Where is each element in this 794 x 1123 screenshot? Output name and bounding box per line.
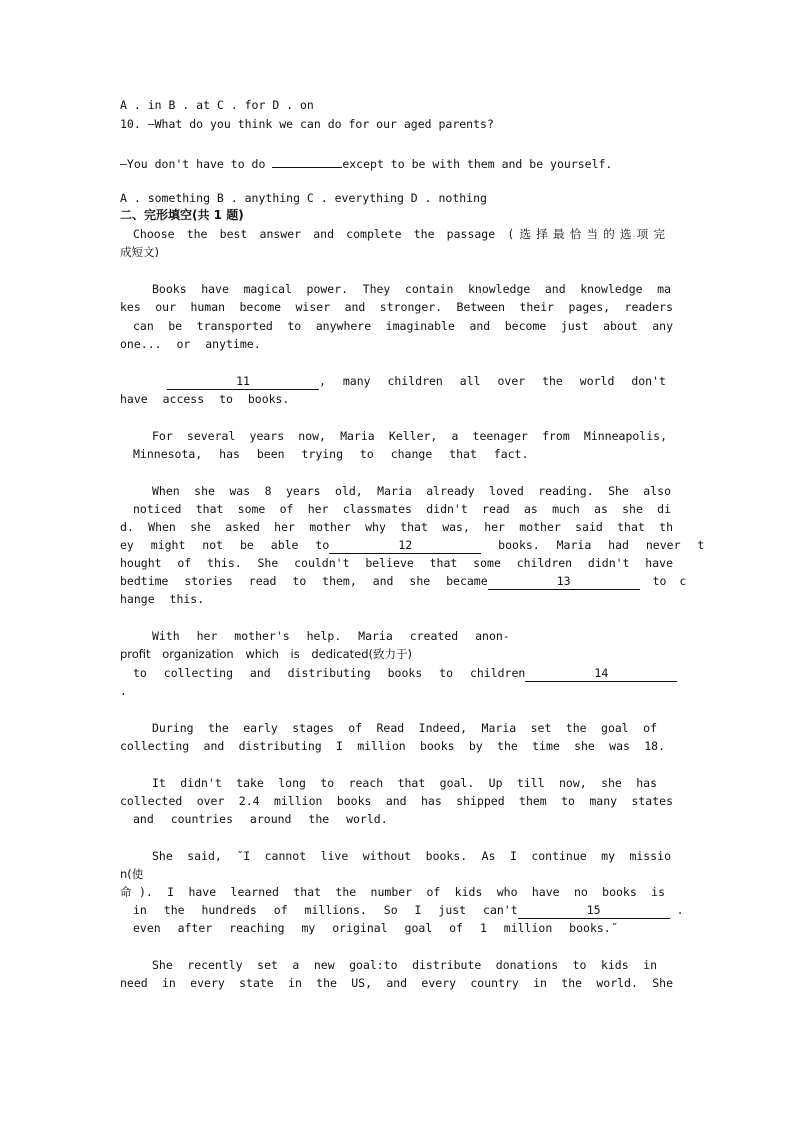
passage-p1-line3: can be transported to anywhere imaginable and become just about any [133,319,673,333]
q10-answer-after: except to be with them and be yourself. [342,157,613,171]
passage-p7-line3: and countries around the world. [133,812,388,826]
q10-options: A . something B . anything C . everything D . nothing [120,191,487,205]
q10-answer-line [120,152,675,170]
passage-p4-line6 [120,572,687,590]
passage-p1-line2: kes our human become wiser and stronger. Between their pages, readers [120,300,673,314]
passage-p2-line1 [167,372,667,390]
passage-p4-line6-after: to c [639,574,687,588]
passage-p4-line4-after: books. Maria had never t [481,538,705,552]
blank-15[interactable]: 15 [518,903,670,919]
passage-p5-line2: profit organization which is dedicated(致力于) [120,647,412,661]
passage-p4-line4 [120,536,705,554]
passage-p4-line3: d. When she asked her mother why that was, her mother said that th [120,520,673,534]
section-heading: 二、完形填空(共 1 题) [120,208,244,222]
passage-p9-line1: She recently set a new goal:to distribute donations to kids in [152,958,657,972]
passage-p2-line2: have access to books. [120,392,290,406]
passage-p7-line2: collected over 2.4 million books and has shipped them to many states [120,794,673,808]
q10-question: 10. —What do you think we can do for our aged parents? [120,117,494,131]
q9-options: A . in B . at C . for D . on [120,98,314,112]
passage-p8-line2: n(使 [120,867,144,881]
passage-p4-line6-before: bedtime stories read to them, and she became [120,574,488,588]
passage-p1-line1: Books have magical power. They contain knowledge and knowledge ma [152,282,671,296]
q10-answer-before: —You don't have to do [120,157,273,171]
passage-p2-line1-text: , many children all over the world don't [319,374,666,388]
passage-p4-line5: hought of this. She couldn't believe that some children didn't have [120,556,673,570]
passage-p8-line4 [133,901,684,919]
passage-p6-line2: collecting and distributing I million books by the time she was 18. [120,739,665,753]
passage-p5-line3-before: to collecting and distributing books to children [133,666,526,680]
passage-p8-line3: 命). I have learned that the number of kids who have no books is [120,885,665,899]
passage-p6-line1: During the early stages of Read Indeed, Maria set the goal of [152,721,657,735]
passage-p7-line1: It didn't take long to reach that goal. Up till now, she has [152,776,657,790]
passage-p4-line1: When she was 8 years old, Maria already loved reading. She also [152,484,671,498]
passage-p5-line3 [133,664,673,682]
section-instruction-line2: 成短文) [120,245,159,259]
passage-p5-line1: With her mother's help. Maria created anon- [152,629,510,643]
passage-p1-line4: one... or anytime. [120,337,261,351]
passage-p8-line4-before: in the hundreds of millions. So I just can't [133,903,518,917]
passage-p8-line4-after: . [669,903,684,917]
passage-p3-line1: For several years now, Maria Keller, a teenager from Minneapolis, [152,429,667,443]
passage-p4-line4-before: ey might not be able to [120,538,330,552]
blank-14[interactable]: 14 [525,666,677,682]
blank-12[interactable]: 12 [329,538,481,554]
blank-11[interactable]: 11 [167,374,319,390]
section-instruction-line1: Choose the best answer and complete the passage (选择最恰当的选项完 [133,227,665,241]
blank-13[interactable]: 13 [488,574,640,590]
passage-p5-line4: . [120,684,127,698]
passage-p8-line1: She said, ˝I cannot live without books. As I continue my missio [152,849,671,863]
passage-p3-line2: Minnesota, has been trying to change that fact. [133,447,529,461]
passage-p8-line5: even after reaching my original goal of 1 million books.˝ [133,921,618,935]
passage-p4-line2: noticed that some of her classmates didn't read as much as she di [133,502,671,516]
passage-p4-line7: hange this. [120,592,205,606]
passage-p9-line2: need in every state in the US, and every country in the world. She [120,976,673,990]
q10-blank[interactable] [272,152,342,168]
